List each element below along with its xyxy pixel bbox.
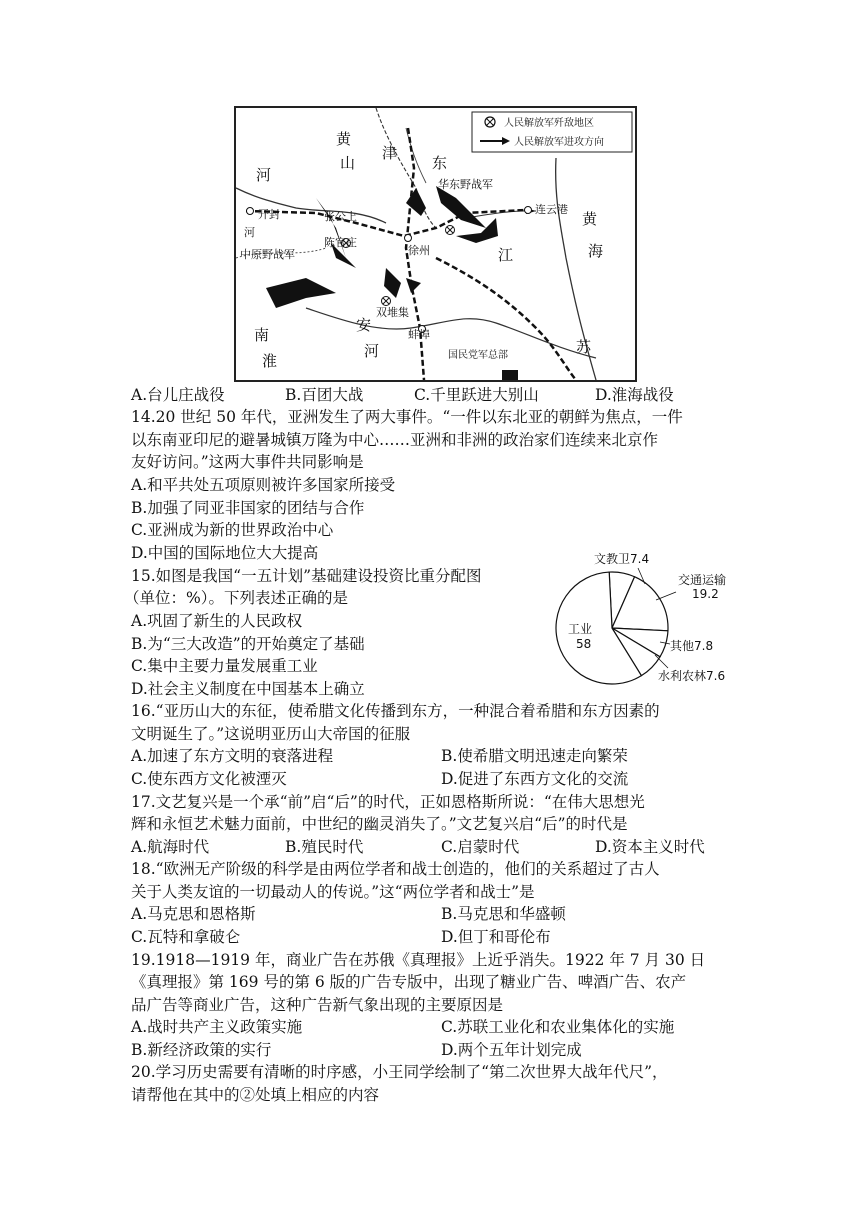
- label-su: 苏: [576, 338, 592, 356]
- q19-option-b: B.新经济政策的实行: [131, 1041, 272, 1059]
- q18-option-c: C.瓦特和拿破仑: [131, 928, 241, 946]
- pie-label-wenjiao: 文教卫7.4: [594, 552, 650, 566]
- q18-option-d: D.但丁和哥伦布: [441, 928, 551, 946]
- xuzhou-dot: [405, 235, 412, 242]
- huaihai-battle-map: [234, 106, 637, 382]
- label-shuangduiji: 双堆集: [376, 306, 409, 319]
- kaifeng-dot: [247, 208, 254, 215]
- q19-stem-line-3: 品广告等商业广告，这种广告新气象出现的主要原因是: [131, 996, 504, 1014]
- label-lianyungang: 连云港: [535, 203, 568, 216]
- q19-stem-line-2: 《真理报》第 169 号的第 6 版的广告专版中，出现了糖业广告、啤酒广告、农产: [131, 973, 687, 991]
- attack-arrow-4: [436, 186, 486, 228]
- q14-option-d: D.中国的国际地位大大提高: [131, 544, 319, 562]
- label-shan: 山: [340, 154, 356, 172]
- q16-stem-line-1: 16.“亚历山大的东征，使希腊文化传播到东方，一种混合着希腊和东方因素的: [131, 702, 660, 720]
- label-nan: 南: [254, 326, 270, 344]
- pie-label-industry: 工业: [568, 622, 593, 636]
- kmt-hq-marker: [502, 370, 518, 380]
- q15-option-b: B.为“三大改造”的开始奠定了基础: [131, 635, 365, 653]
- q14-stem-line-1: 14.20 世纪 50 年代，亚洲发生了两大事件。“一件以东北亚的朝鲜为焦点，一件: [131, 408, 683, 426]
- attack-arrow-8: [384, 268, 401, 298]
- q13-option-d: D.淮海战役: [595, 386, 674, 404]
- q13-option-b: B.百团大战: [285, 386, 364, 404]
- q13-option-c: C.千里跃进大别山: [414, 386, 539, 404]
- pie-value-industry: 58: [576, 637, 592, 651]
- q20-stem-line-1: 20.学习历史需要有清晰的时序感，小王同学绘制了“第二次世界大战年代尺”，: [131, 1063, 668, 1081]
- label-jin: 津: [382, 144, 398, 162]
- q18-option-b: B.马克思和华盛顿: [441, 905, 566, 923]
- q15-stem-line-2: （单位：%）。下列表述正确的是: [124, 589, 348, 607]
- q17-stem-line-1: 17.文艺复兴是一个承“前”启“后”的时代，正如恩格斯所说：“在伟大思想光: [131, 793, 645, 811]
- pie-label-shuili: 水利农林7.6: [658, 669, 726, 683]
- q19-option-a: A.战时共产主义政策实施: [131, 1018, 303, 1036]
- q14-stem-line-2: 以东南亚印尼的避暑城镇万隆为中心……亚洲和非洲的政治家们连续来北京作: [131, 431, 659, 449]
- q16-option-c: C.使东西方文化被湮灭: [131, 770, 287, 788]
- q14-option-a: A.和平共处五项原则被许多国家所接受: [131, 476, 396, 494]
- label-an: 安: [356, 316, 372, 334]
- label-kaifeng: 开封: [258, 208, 280, 221]
- label-huang-1: 黄: [336, 130, 352, 148]
- pie-value-jiaotong: 19.2: [692, 587, 719, 601]
- label-dong: 东: [432, 154, 448, 172]
- label-hai: 海: [588, 242, 604, 260]
- label-bengbu: 蚌埠: [408, 328, 430, 341]
- pie-label-qita: 其他7.8: [670, 639, 714, 653]
- q17-option-c: C.启蒙时代: [441, 838, 520, 856]
- pie-label-jiaotong: 交通运输: [678, 573, 727, 587]
- q14-option-c: C.亚洲成为新的世界政治中心: [131, 521, 334, 539]
- label-central-plains-field-army: 中原野战军: [240, 248, 295, 261]
- attack-arrow-2: [316, 198, 346, 258]
- label-he-3: 河: [364, 342, 380, 360]
- q16-option-d: D.促进了东西方文化的交流: [441, 770, 629, 788]
- lianyungang-dot: [525, 207, 532, 214]
- q19-option-c: C.苏联工业化和农业集体化的实施: [441, 1018, 675, 1036]
- q14-option-b: B.加强了同亚非国家的团结与合作: [131, 499, 365, 517]
- label-jiang: 江: [498, 246, 514, 264]
- q15-stem-line-1: 15.如图是我国“一五计划”基础建设投资比重分配图: [131, 567, 482, 585]
- annihilated-marker-shuangduiji: [382, 297, 391, 306]
- label-huang-2: 黄: [582, 210, 598, 228]
- q19-stem-line-1: 19.1918—1919 年，商业广告在苏俄《真理报》上近乎消失。1922 年 7 月 30 日: [131, 951, 706, 969]
- q13-option-a: A.台儿庄战役: [131, 386, 225, 404]
- q20-stem-line-2: 请帮他在其中的②处填上相应的内容: [131, 1086, 380, 1104]
- label-kmt-hq: 国民党军总部: [448, 350, 508, 361]
- q18-stem-line-1: 18.“欧洲无产阶级的科学是由两位学者和战士创造的，他们的关系超过了古人: [131, 860, 660, 878]
- label-east-china-field-army: 华东野战军: [438, 178, 493, 191]
- annihilated-marker-nianzhuang: [446, 226, 455, 235]
- legend-attack: 人民解放军进攻方向: [514, 137, 604, 148]
- label-he-1: 河: [256, 166, 272, 184]
- legend-annihilated: 人民解放军歼敌地区: [504, 118, 594, 129]
- q18-option-a: A.马克思和恩格斯: [131, 905, 256, 923]
- label-huai: 淮: [262, 352, 278, 370]
- q17-option-b: B.殖民时代: [285, 838, 364, 856]
- q17-stem-line-2: 辉和永恒艺术魅力面前，中世纪的幽灵消失了。”文艺复兴启“后”的时代是: [131, 815, 628, 833]
- q14-stem-line-3: 友好访问。”这两大事件共同影响是: [131, 453, 364, 471]
- attack-arrow-1: [266, 278, 336, 308]
- q16-option-b: B.使希腊文明迅速走向繁荣: [441, 747, 628, 765]
- q16-stem-line-2: 文明诞生了。”这说明亚历山大帝国的征服: [131, 725, 411, 743]
- q19-option-d: D.两个五年计划完成: [441, 1041, 582, 1059]
- q17-option-d: D.资本主义时代: [595, 838, 705, 856]
- q17-option-a: A.航海时代: [131, 838, 210, 856]
- q16-option-a: A.加速了东方文明的衰落进程: [131, 747, 334, 765]
- label-xuzhou: 徐州: [408, 244, 430, 257]
- label-zhanggongshang: 张公上: [324, 210, 357, 223]
- q15-option-d: D.社会主义制度在中国基本上确立: [131, 680, 365, 698]
- q18-stem-line-2: 关于人类友谊的一切最动人的传说。”这“两位学者和战士”是: [131, 883, 535, 901]
- label-chenguanzhuang: 陈官庄: [324, 236, 357, 249]
- q15-option-c: C.集中主要力量发展重工业: [131, 657, 318, 675]
- q15-option-a: A.巩固了新生的人民政权: [131, 612, 303, 630]
- label-he-2: 河: [244, 226, 255, 239]
- five-year-plan-pie-chart: [550, 540, 740, 690]
